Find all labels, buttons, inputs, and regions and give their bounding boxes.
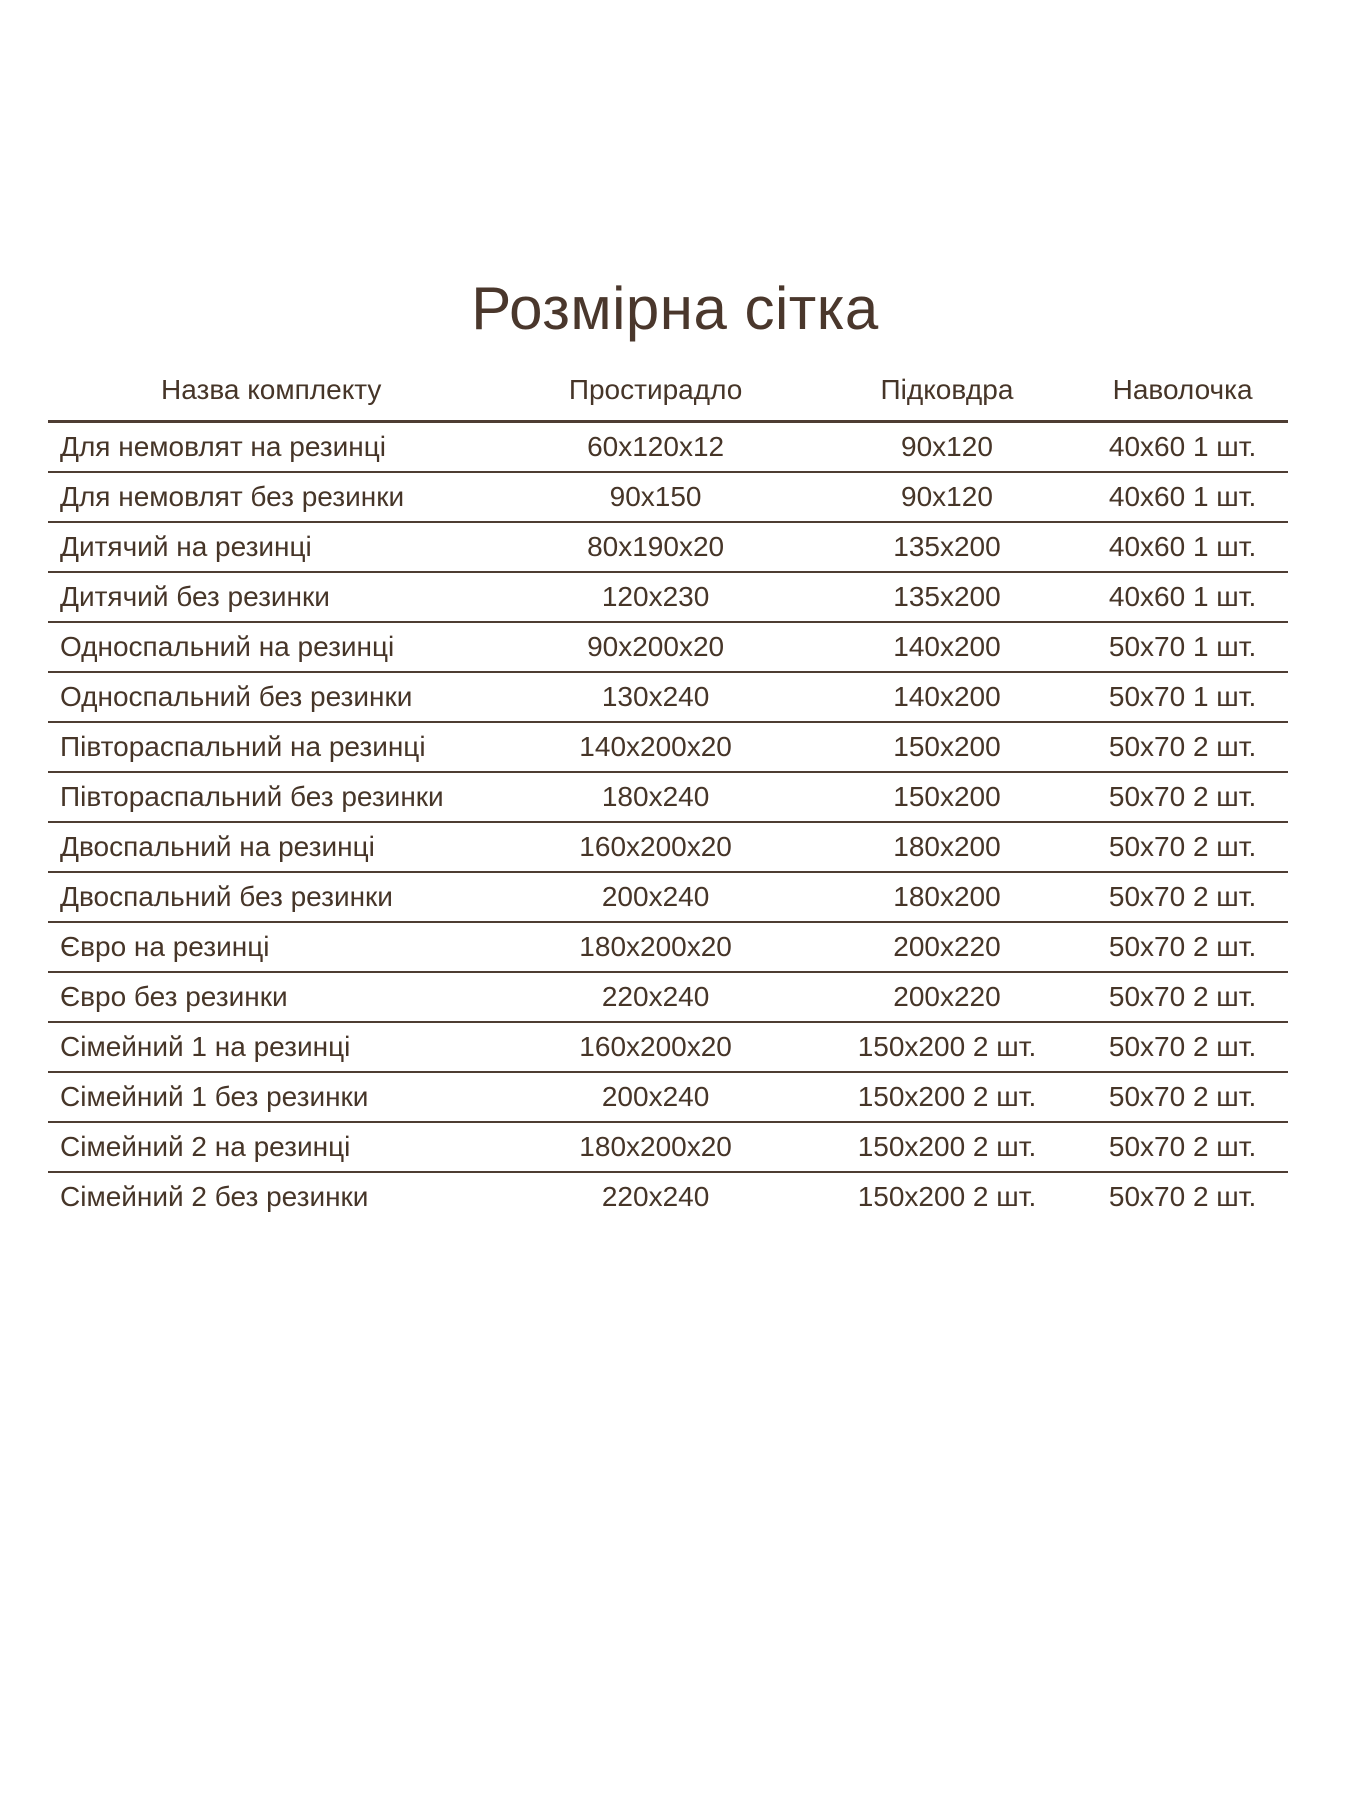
cell-sheet: 120х230 — [494, 572, 816, 622]
cell-set-name: Півтораспальний на резинці — [48, 722, 494, 772]
cell-set-name: Півтораспальний без резинки — [48, 772, 494, 822]
cell-duvet: 180х200 — [817, 822, 1077, 872]
table-row — [48, 422, 1288, 473]
cell-duvet: 90х120 — [817, 472, 1077, 522]
cell-pillowcase: 40х60 1 шт. — [1077, 422, 1288, 473]
table-row — [48, 872, 1288, 922]
cell-pillowcase: 50х70 2 шт. — [1077, 922, 1288, 972]
cell-set-name: Сімейний 2 на резинці — [48, 1122, 494, 1172]
cell-sheet: 130х240 — [494, 672, 816, 722]
cell-pillowcase: 50х70 2 шт. — [1077, 1072, 1288, 1122]
cell-sheet: 200х240 — [494, 1072, 816, 1122]
cell-duvet: 150х200 2 шт. — [817, 1022, 1077, 1072]
cell-pillowcase: 50х70 2 шт. — [1077, 722, 1288, 772]
cell-pillowcase: 50х70 2 шт. — [1077, 972, 1288, 1022]
cell-duvet: 200х220 — [817, 922, 1077, 972]
cell-pillowcase: 50х70 1 шт. — [1077, 672, 1288, 722]
table-row — [48, 772, 1288, 822]
cell-set-name: Двоспальний на резинці — [48, 822, 494, 872]
table-row — [48, 1022, 1288, 1072]
cell-pillowcase: 50х70 2 шт. — [1077, 1122, 1288, 1172]
cell-sheet: 220х240 — [494, 972, 816, 1022]
cell-duvet: 150х200 2 шт. — [817, 1122, 1077, 1172]
table-row — [48, 722, 1288, 772]
cell-pillowcase: 50х70 2 шт. — [1077, 1022, 1288, 1072]
cell-set-name: Односпальний без резинки — [48, 672, 494, 722]
cell-duvet: 200х220 — [817, 972, 1077, 1022]
cell-duvet: 90х120 — [817, 422, 1077, 473]
header-sheet: Простирадло — [494, 360, 816, 422]
cell-set-name: Євро без резинки — [48, 972, 494, 1022]
cell-sheet: 180х200х20 — [494, 922, 816, 972]
size-table-header — [48, 360, 1288, 422]
table-row — [48, 822, 1288, 872]
table-row — [48, 1122, 1288, 1172]
cell-set-name: Двоспальний без резинки — [48, 872, 494, 922]
cell-duvet: 150х200 2 шт. — [817, 1072, 1077, 1122]
table-row — [48, 1072, 1288, 1122]
header-row — [48, 360, 1288, 422]
cell-sheet: 140х200х20 — [494, 722, 816, 772]
table-row — [48, 972, 1288, 1022]
cell-set-name: Дитячий на резинці — [48, 522, 494, 572]
cell-set-name: Для немовлят на резинці — [48, 422, 494, 473]
table-row — [48, 922, 1288, 972]
cell-sheet: 80х190х20 — [494, 522, 816, 572]
cell-pillowcase: 40х60 1 шт. — [1077, 572, 1288, 622]
table-row — [48, 522, 1288, 572]
page-title: Розмірна сітка — [471, 275, 879, 342]
cell-sheet: 220х240 — [601, 1181, 710, 1212]
cell-duvet: 180х200 — [817, 872, 1077, 922]
cell-pillowcase: 50х70 2 шт. — [1077, 772, 1288, 822]
cell-duvet: 140х200 — [817, 672, 1077, 722]
cell-duvet: 135х200 — [817, 522, 1077, 572]
cell-sheet: 180х200х20 — [494, 1122, 816, 1172]
cell-duvet: 140х200 — [817, 622, 1077, 672]
header-duvet: Підковдра — [817, 360, 1077, 422]
cell-set-name: Сімейний 1 без резинки — [48, 1072, 494, 1122]
table-row — [48, 472, 1288, 522]
table-row — [48, 1172, 1288, 1221]
cell-sheet: 160х200х20 — [494, 1022, 816, 1072]
cell-pillowcase: 40х60 1 шт. — [1077, 522, 1288, 572]
cell-sheet: 60х120х12 — [494, 422, 816, 473]
cell-sheet: 160х200х20 — [494, 822, 816, 872]
cell-pillowcase: 50х70 1 шт. — [1077, 622, 1288, 672]
cell-set-name: Дитячий без резинки — [48, 572, 494, 622]
cell-set-name: Односпальний на резинці — [48, 622, 494, 672]
cell-duvet: 135х200 — [817, 572, 1077, 622]
cell-set-name: Сімейний 2 без резинки — [60, 1181, 369, 1212]
cell-set-name: Євро на резинці — [48, 922, 494, 972]
cell-sheet: 180х240 — [494, 772, 816, 822]
size-table-body — [48, 422, 1288, 1222]
cell-pillowcase: 50х70 2 шт. — [1108, 1181, 1257, 1212]
cell-duvet: 150х200 2 шт. — [857, 1181, 1037, 1212]
cell-duvet: 150х200 — [817, 722, 1077, 772]
size-table — [48, 360, 1288, 1221]
header-set-name: Назва комплекту — [48, 360, 494, 422]
cell-sheet: 90х150 — [494, 472, 816, 522]
cell-pillowcase: 40х60 1 шт. — [1077, 472, 1288, 522]
table-row — [48, 572, 1288, 622]
cell-duvet: 150х200 — [817, 772, 1077, 822]
cell-pillowcase: 50х70 2 шт. — [1077, 822, 1288, 872]
cell-pillowcase: 50х70 2 шт. — [1077, 872, 1288, 922]
cell-sheet: 90х200х20 — [494, 622, 816, 672]
cell-set-name: Сімейний 1 на резинці — [48, 1022, 494, 1072]
cell-set-name: Для немовлят без резинки — [48, 472, 494, 522]
table-row — [48, 622, 1288, 672]
cell-sheet: 200х240 — [494, 872, 816, 922]
table-row — [48, 672, 1288, 722]
header-pillowcase: Наволочка — [1077, 360, 1288, 422]
